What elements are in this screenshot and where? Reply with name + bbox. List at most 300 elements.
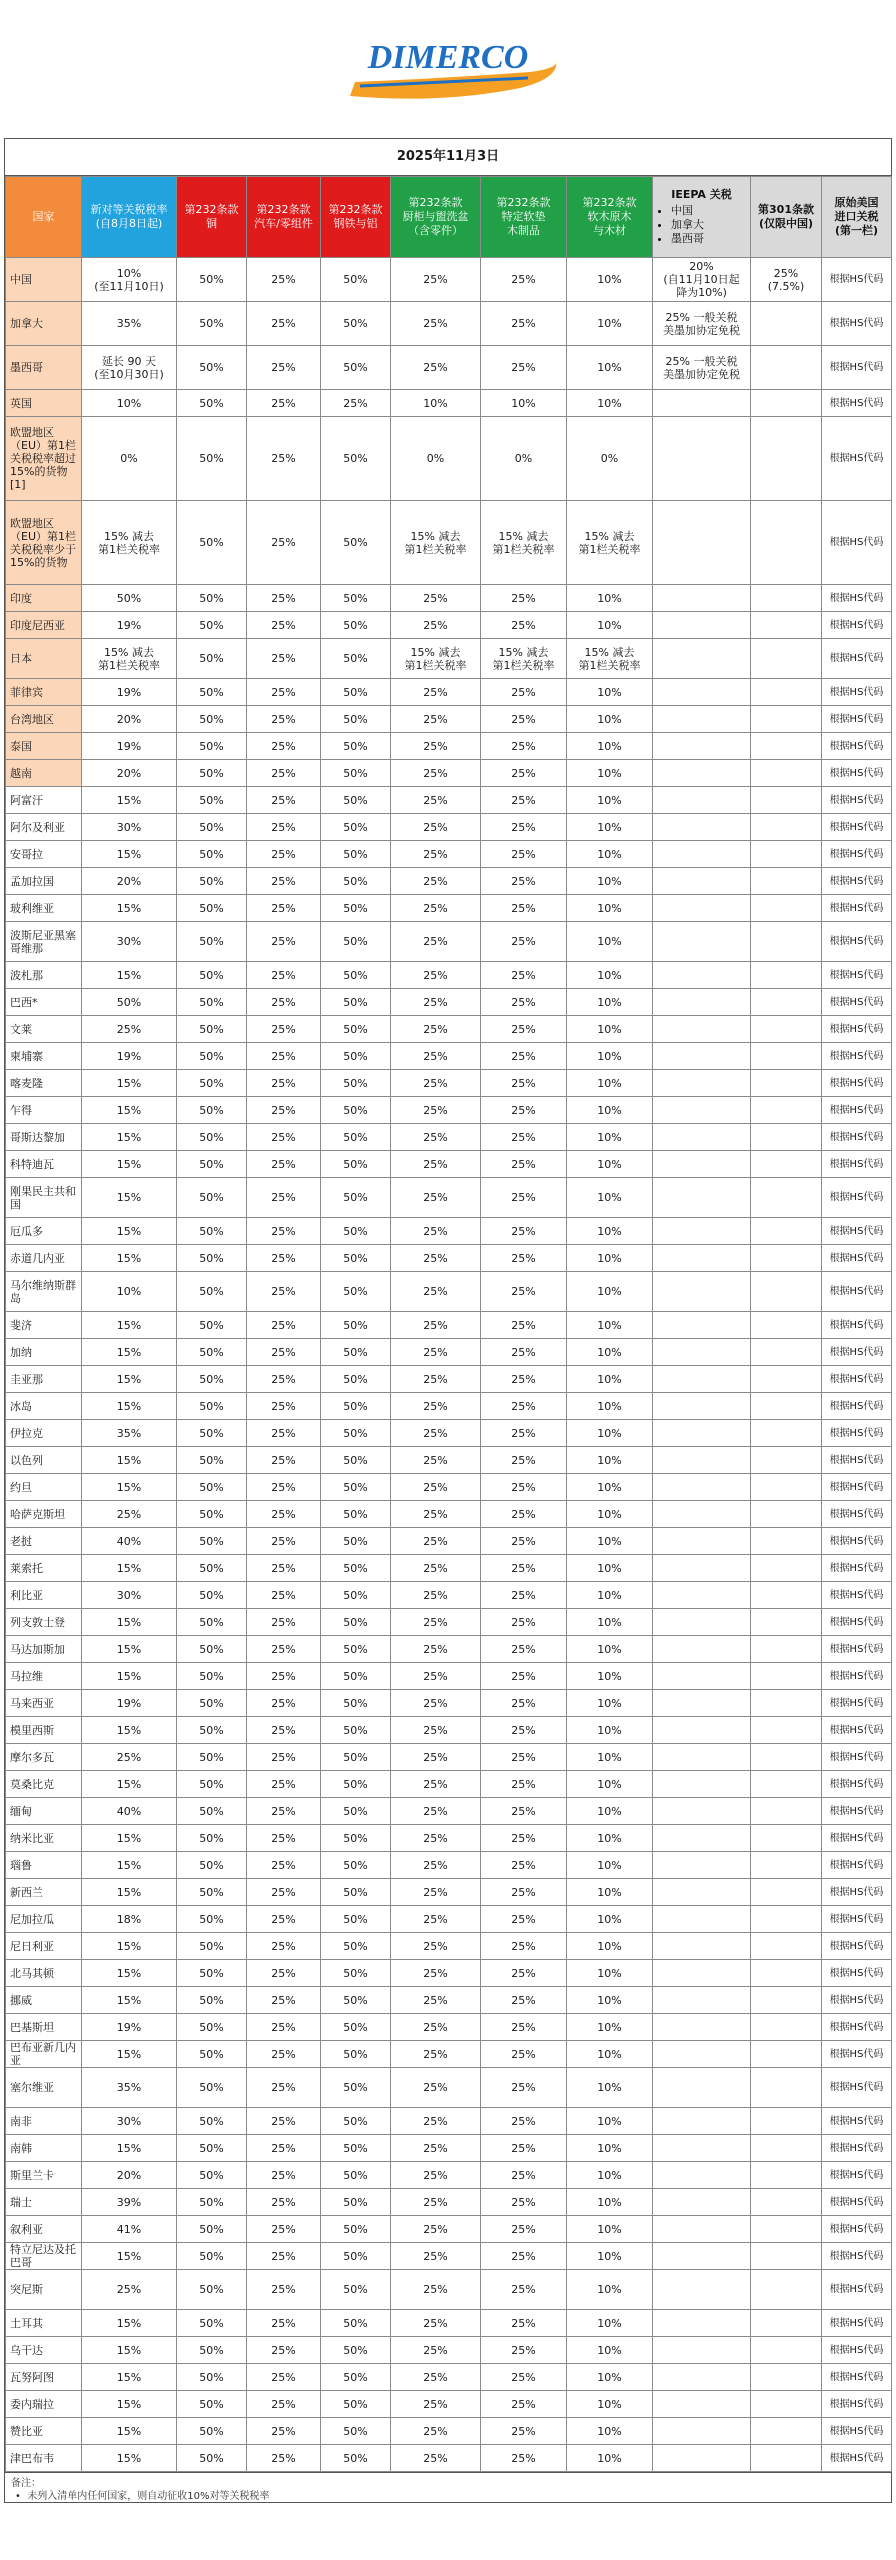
cell-232-steel: 50%	[321, 1798, 391, 1825]
cell-ieepa	[653, 1852, 751, 1879]
cell-232-auto: 25%	[247, 814, 321, 841]
cell-ieepa	[653, 868, 751, 895]
cell-232-cabinet: 25%	[391, 2270, 481, 2310]
cell-232-auto: 25%	[247, 302, 321, 346]
cell-ieepa	[653, 2445, 751, 2472]
cell-232-steel: 50%	[321, 2014, 391, 2041]
cell-232-upholstered: 25%	[481, 302, 567, 346]
cell-232-cabinet: 25%	[391, 868, 481, 895]
cell-reciprocal-rate: 15%	[82, 1960, 177, 1987]
cell-232-cabinet: 25%	[391, 1798, 481, 1825]
cell-232-lumber: 10%	[567, 733, 653, 760]
cell-232-copper: 50%	[177, 2337, 247, 2364]
cell-original-duty: 根据HS代码	[822, 787, 892, 814]
table-row	[6, 1501, 892, 1528]
header-reciprocal-rate: 新对等关税税率 (自8月8日起)	[82, 177, 177, 258]
cell-original-duty: 根据HS代码	[822, 1528, 892, 1555]
cell-section-301	[751, 2337, 822, 2364]
cell-section-301	[751, 1393, 822, 1420]
cell-country: 斐济	[6, 1312, 82, 1339]
cell-232-cabinet: 25%	[391, 1393, 481, 1420]
cell-232-lumber: 10%	[567, 989, 653, 1016]
cell-232-steel: 50%	[321, 1987, 391, 2014]
cell-section-301	[751, 1070, 822, 1097]
cell-original-duty: 根据HS代码	[822, 2310, 892, 2337]
cell-232-copper: 50%	[177, 2135, 247, 2162]
cell-section-301	[751, 1663, 822, 1690]
cell-reciprocal-rate: 19%	[82, 733, 177, 760]
cell-original-duty: 根据HS代码	[822, 1218, 892, 1245]
cell-232-upholstered: 25%	[481, 2445, 567, 2472]
cell-232-upholstered: 25%	[481, 1501, 567, 1528]
cell-232-copper: 50%	[177, 2108, 247, 2135]
cell-232-cabinet: 25%	[391, 2108, 481, 2135]
cell-232-lumber: 10%	[567, 2445, 653, 2472]
cell-232-auto: 25%	[247, 1636, 321, 1663]
cell-original-duty: 根据HS代码	[822, 258, 892, 302]
cell-ieepa	[653, 2068, 751, 2108]
cell-section-301	[751, 639, 822, 679]
cell-ieepa	[653, 787, 751, 814]
cell-232-cabinet: 25%	[391, 1178, 481, 1218]
table-row	[6, 1016, 892, 1043]
cell-232-upholstered: 25%	[481, 1339, 567, 1366]
cell-ieepa	[653, 1933, 751, 1960]
cell-232-upholstered: 25%	[481, 895, 567, 922]
table-row	[6, 1744, 892, 1771]
cell-ieepa	[653, 1879, 751, 1906]
cell-section-301	[751, 1690, 822, 1717]
cell-country: 巴布亚新几内亚	[6, 2041, 82, 2068]
cell-232-steel: 50%	[321, 1555, 391, 1582]
cell-232-cabinet: 25%	[391, 1474, 481, 1501]
cell-232-upholstered: 25%	[481, 814, 567, 841]
cell-ieepa	[653, 922, 751, 962]
cell-reciprocal-rate: 15%	[82, 1879, 177, 1906]
cell-232-lumber: 10%	[567, 1178, 653, 1218]
cell-232-copper: 50%	[177, 2014, 247, 2041]
cell-232-auto: 25%	[247, 1906, 321, 1933]
cell-232-steel: 50%	[321, 612, 391, 639]
table-row	[6, 989, 892, 1016]
cell-232-steel: 50%	[321, 868, 391, 895]
cell-original-duty: 根据HS代码	[822, 501, 892, 585]
cell-232-steel: 50%	[321, 1097, 391, 1124]
cell-232-steel: 50%	[321, 679, 391, 706]
cell-232-auto: 25%	[247, 1016, 321, 1043]
cell-232-cabinet: 25%	[391, 2068, 481, 2108]
cell-232-upholstered: 25%	[481, 1528, 567, 1555]
cell-country: 赞比亚	[6, 2418, 82, 2445]
cell-section-301	[751, 2364, 822, 2391]
cell-country: 阿富汗	[6, 787, 82, 814]
table-row	[6, 346, 892, 390]
notes-section	[5, 2472, 891, 2502]
table-row	[6, 2216, 892, 2243]
cell-original-duty: 根据HS代码	[822, 1420, 892, 1447]
table-row	[6, 1218, 892, 1245]
cell-232-cabinet: 25%	[391, 302, 481, 346]
cell-232-auto: 25%	[247, 2014, 321, 2041]
cell-country: 台湾地区	[6, 706, 82, 733]
cell-original-duty: 根据HS代码	[822, 1636, 892, 1663]
table-row	[6, 2364, 892, 2391]
cell-section-301	[751, 2041, 822, 2068]
cell-country: 突尼斯	[6, 2270, 82, 2310]
cell-232-cabinet: 25%	[391, 1852, 481, 1879]
header-232-cabinet: 第232条款 厨柜与盥洗盆 （含零件）	[391, 177, 481, 258]
cell-original-duty: 根据HS代码	[822, 895, 892, 922]
cell-section-301	[751, 1151, 822, 1178]
cell-reciprocal-rate: 15%	[82, 841, 177, 868]
cell-ieepa	[653, 501, 751, 585]
cell-232-upholstered: 25%	[481, 1717, 567, 1744]
cell-232-cabinet: 25%	[391, 2189, 481, 2216]
cell-country: 加拿大	[6, 302, 82, 346]
cell-section-301	[751, 989, 822, 1016]
dimerco-logo	[0, 38, 896, 108]
cell-232-auto: 25%	[247, 1070, 321, 1097]
table-row	[6, 760, 892, 787]
header-country: 国家	[6, 177, 82, 258]
cell-country: 厄瓜多	[6, 1218, 82, 1245]
cell-232-upholstered: 25%	[481, 1852, 567, 1879]
table-row	[6, 2337, 892, 2364]
cell-232-auto: 25%	[247, 612, 321, 639]
cell-232-copper: 50%	[177, 1016, 247, 1043]
header-232-upholstered: 第232条款 特定软垫 木制品	[481, 177, 567, 258]
cell-ieepa	[653, 1987, 751, 2014]
cell-reciprocal-rate: 20%	[82, 760, 177, 787]
table-row	[6, 1582, 892, 1609]
cell-reciprocal-rate: 15%	[82, 962, 177, 989]
tariff-table-frame	[4, 138, 892, 2503]
cell-232-upholstered: 25%	[481, 962, 567, 989]
cell-country: 菲律宾	[6, 679, 82, 706]
table-row	[6, 1960, 892, 1987]
cell-section-301	[751, 1555, 822, 1582]
table-row	[6, 2014, 892, 2041]
cell-country: 刚果民主共和国	[6, 1178, 82, 1218]
cell-section-301	[751, 1097, 822, 1124]
cell-232-cabinet: 25%	[391, 1420, 481, 1447]
cell-section-301	[751, 2108, 822, 2135]
cell-232-lumber: 10%	[567, 1016, 653, 1043]
cell-original-duty: 根据HS代码	[822, 1744, 892, 1771]
table-row	[6, 895, 892, 922]
cell-232-copper: 50%	[177, 1178, 247, 1218]
table-row	[6, 868, 892, 895]
cell-country: 玻利维亚	[6, 895, 82, 922]
cell-original-duty: 根据HS代码	[822, 1663, 892, 1690]
cell-section-301	[751, 787, 822, 814]
cell-232-steel: 50%	[321, 814, 391, 841]
cell-232-cabinet: 0%	[391, 417, 481, 501]
cell-232-lumber: 10%	[567, 585, 653, 612]
header-ieepa-title: IEEPA 关税	[671, 188, 732, 201]
cell-section-301	[751, 585, 822, 612]
cell-reciprocal-rate: 41%	[82, 2216, 177, 2243]
cell-232-lumber: 10%	[567, 679, 653, 706]
cell-country: 尼日利亚	[6, 1933, 82, 1960]
cell-232-upholstered: 25%	[481, 1178, 567, 1218]
header-ieepa	[653, 177, 751, 258]
cell-232-auto: 25%	[247, 1043, 321, 1070]
cell-country: 加纳	[6, 1339, 82, 1366]
cell-232-auto: 25%	[247, 1825, 321, 1852]
cell-232-cabinet: 25%	[391, 1609, 481, 1636]
cell-232-copper: 50%	[177, 962, 247, 989]
cell-reciprocal-rate: 18%	[82, 1906, 177, 1933]
cell-section-301	[751, 760, 822, 787]
cell-ieepa	[653, 585, 751, 612]
table-row	[6, 2135, 892, 2162]
cell-232-lumber: 10%	[567, 1501, 653, 1528]
cell-232-steel: 50%	[321, 1474, 391, 1501]
table-row	[6, 1555, 892, 1582]
cell-232-upholstered: 25%	[481, 346, 567, 390]
cell-232-cabinet: 25%	[391, 346, 481, 390]
cell-country: 中国	[6, 258, 82, 302]
cell-232-upholstered: 25%	[481, 1124, 567, 1151]
cell-reciprocal-rate: 35%	[82, 2068, 177, 2108]
cell-232-cabinet: 25%	[391, 2418, 481, 2445]
cell-232-copper: 50%	[177, 868, 247, 895]
cell-reciprocal-rate: 15%	[82, 1447, 177, 1474]
cell-section-301	[751, 841, 822, 868]
cell-232-copper: 50%	[177, 1097, 247, 1124]
cell-232-auto: 25%	[247, 989, 321, 1016]
cell-232-copper: 50%	[177, 639, 247, 679]
cell-reciprocal-rate: 15%	[82, 1178, 177, 1218]
header-232-auto: 第232条款 汽车/零组件	[247, 177, 321, 258]
cell-232-upholstered: 25%	[481, 1420, 567, 1447]
cell-section-301	[751, 2270, 822, 2310]
cell-country: 南非	[6, 2108, 82, 2135]
cell-ieepa	[653, 1474, 751, 1501]
cell-section-301	[751, 1272, 822, 1312]
cell-232-steel: 50%	[321, 639, 391, 679]
cell-original-duty: 根据HS代码	[822, 1609, 892, 1636]
cell-232-auto: 25%	[247, 1717, 321, 1744]
cell-reciprocal-rate: 30%	[82, 1582, 177, 1609]
cell-reciprocal-rate: 15%	[82, 1852, 177, 1879]
cell-ieepa	[653, 1771, 751, 1798]
cell-reciprocal-rate: 10%	[82, 1272, 177, 1312]
cell-country: 科特迪瓦	[6, 1151, 82, 1178]
cell-country: 乌干达	[6, 2337, 82, 2364]
cell-original-duty: 根据HS代码	[822, 2243, 892, 2270]
cell-232-copper: 50%	[177, 612, 247, 639]
cell-232-upholstered: 25%	[481, 1272, 567, 1312]
cell-232-copper: 50%	[177, 1987, 247, 2014]
cell-232-upholstered: 15% 减去 第1栏关税率	[481, 501, 567, 585]
cell-232-cabinet: 25%	[391, 1043, 481, 1070]
cell-original-duty: 根据HS代码	[822, 1987, 892, 2014]
cell-232-auto: 25%	[247, 1501, 321, 1528]
cell-232-cabinet: 25%	[391, 2337, 481, 2364]
cell-232-lumber: 10%	[567, 1339, 653, 1366]
header-original-duty: 原始美国 进口关税 (第一栏)	[822, 177, 892, 258]
cell-232-auto: 25%	[247, 1393, 321, 1420]
cell-original-duty: 根据HS代码	[822, 390, 892, 417]
cell-232-copper: 50%	[177, 1312, 247, 1339]
cell-232-steel: 50%	[321, 258, 391, 302]
cell-232-cabinet: 25%	[391, 1555, 481, 1582]
cell-reciprocal-rate: 19%	[82, 1690, 177, 1717]
cell-232-cabinet: 25%	[391, 1124, 481, 1151]
cell-232-upholstered: 25%	[481, 2243, 567, 2270]
cell-232-steel: 50%	[321, 1582, 391, 1609]
cell-section-301	[751, 962, 822, 989]
cell-original-duty: 根据HS代码	[822, 1582, 892, 1609]
cell-232-steel: 50%	[321, 706, 391, 733]
table-row	[6, 1393, 892, 1420]
cell-232-upholstered: 25%	[481, 1582, 567, 1609]
cell-section-301	[751, 1218, 822, 1245]
cell-232-copper: 50%	[177, 2270, 247, 2310]
cell-232-steel: 50%	[321, 585, 391, 612]
cell-original-duty: 根据HS代码	[822, 1906, 892, 1933]
cell-232-copper: 50%	[177, 1339, 247, 1366]
cell-232-auto: 25%	[247, 1798, 321, 1825]
table-row	[6, 1245, 892, 1272]
table-row	[6, 1528, 892, 1555]
ieepa-list-item: • 墨西哥	[671, 232, 748, 246]
cell-232-auto: 25%	[247, 1663, 321, 1690]
cell-original-duty: 根据HS代码	[822, 2216, 892, 2243]
cell-232-lumber: 10%	[567, 814, 653, 841]
cell-original-duty: 根据HS代码	[822, 868, 892, 895]
cell-232-auto: 25%	[247, 760, 321, 787]
header-ieepa-list	[655, 204, 748, 246]
cell-232-cabinet: 25%	[391, 258, 481, 302]
cell-232-cabinet: 25%	[391, 733, 481, 760]
cell-original-duty: 根据HS代码	[822, 1771, 892, 1798]
cell-232-auto: 25%	[247, 2418, 321, 2445]
cell-section-301	[751, 2014, 822, 2041]
cell-section-301	[751, 868, 822, 895]
cell-reciprocal-rate: 15%	[82, 895, 177, 922]
cell-232-steel: 50%	[321, 2068, 391, 2108]
cell-reciprocal-rate: 20%	[82, 2162, 177, 2189]
table-row	[6, 1987, 892, 2014]
cell-section-301	[751, 1987, 822, 2014]
cell-232-steel: 50%	[321, 2189, 391, 2216]
cell-country: 赤道几内亚	[6, 1245, 82, 1272]
cell-232-auto: 25%	[247, 1447, 321, 1474]
cell-reciprocal-rate: 15%	[82, 787, 177, 814]
cell-232-auto: 25%	[247, 841, 321, 868]
cell-country: 哈萨克斯坦	[6, 1501, 82, 1528]
cell-section-301	[751, 1906, 822, 1933]
table-row	[6, 1178, 892, 1218]
cell-reciprocal-rate: 15%	[82, 1393, 177, 1420]
cell-reciprocal-rate: 20%	[82, 868, 177, 895]
cell-232-lumber: 10%	[567, 1312, 653, 1339]
cell-original-duty: 根据HS代码	[822, 989, 892, 1016]
cell-232-cabinet: 25%	[391, 1771, 481, 1798]
cell-reciprocal-rate: 15% 减去 第1栏关税率	[82, 639, 177, 679]
cell-original-duty: 根据HS代码	[822, 1798, 892, 1825]
cell-country: 缅甸	[6, 1798, 82, 1825]
cell-original-duty: 根据HS代码	[822, 1933, 892, 1960]
cell-232-lumber: 10%	[567, 1663, 653, 1690]
table-row	[6, 612, 892, 639]
cell-reciprocal-rate: 15%	[82, 2418, 177, 2445]
table-row	[6, 1070, 892, 1097]
table-row	[6, 733, 892, 760]
cell-232-upholstered: 25%	[481, 1245, 567, 1272]
cell-232-steel: 50%	[321, 1906, 391, 1933]
table-body	[6, 258, 892, 2472]
cell-country: 乍得	[6, 1097, 82, 1124]
cell-232-auto: 25%	[247, 1879, 321, 1906]
cell-232-upholstered: 25%	[481, 612, 567, 639]
cell-country: 特立尼达及托巴哥	[6, 2243, 82, 2270]
cell-232-steel: 50%	[321, 1636, 391, 1663]
cell-reciprocal-rate: 25%	[82, 2270, 177, 2310]
cell-232-lumber: 10%	[567, 1690, 653, 1717]
table-row	[6, 1798, 892, 1825]
cell-country: 北马其顿	[6, 1960, 82, 1987]
cell-232-copper: 50%	[177, 2310, 247, 2337]
table-row	[6, 1852, 892, 1879]
cell-country: 印度尼西亚	[6, 612, 82, 639]
table-row	[6, 1690, 892, 1717]
cell-reciprocal-rate: 15%	[82, 2364, 177, 2391]
table-row	[6, 922, 892, 962]
cell-section-301	[751, 1960, 822, 1987]
cell-country: 伊拉克	[6, 1420, 82, 1447]
cell-232-lumber: 10%	[567, 2391, 653, 2418]
cell-country: 挪威	[6, 1987, 82, 2014]
cell-reciprocal-rate: 25%	[82, 1016, 177, 1043]
notes-item-text: 未列入清单内任何国家，则自动征收10%对等关税税率	[27, 2491, 270, 2502]
cell-232-auto: 25%	[247, 787, 321, 814]
cell-original-duty: 根据HS代码	[822, 841, 892, 868]
cell-232-lumber: 10%	[567, 2310, 653, 2337]
cell-ieepa	[653, 1151, 751, 1178]
cell-country: 马来西亚	[6, 1690, 82, 1717]
cell-ieepa	[653, 962, 751, 989]
table-row	[6, 639, 892, 679]
cell-232-cabinet: 25%	[391, 585, 481, 612]
cell-232-copper: 50%	[177, 1420, 247, 1447]
cell-232-upholstered: 25%	[481, 1987, 567, 2014]
cell-232-steel: 50%	[321, 1933, 391, 1960]
cell-section-301	[751, 1636, 822, 1663]
cell-232-steel: 50%	[321, 1879, 391, 1906]
cell-232-lumber: 10%	[567, 1933, 653, 1960]
cell-ieepa	[653, 2418, 751, 2445]
cell-232-lumber: 10%	[567, 868, 653, 895]
cell-232-steel: 50%	[321, 1016, 391, 1043]
cell-232-upholstered: 25%	[481, 2310, 567, 2337]
cell-country: 莱索托	[6, 1555, 82, 1582]
ieepa-list-item: • 加拿大	[671, 218, 748, 232]
cell-232-upholstered: 25%	[481, 1636, 567, 1663]
cell-232-upholstered: 25%	[481, 679, 567, 706]
cell-232-copper: 50%	[177, 2364, 247, 2391]
cell-232-lumber: 10%	[567, 1717, 653, 1744]
cell-country: 叙利亚	[6, 2216, 82, 2243]
cell-232-steel: 50%	[321, 1528, 391, 1555]
cell-232-auto: 25%	[247, 1528, 321, 1555]
cell-ieepa	[653, 1447, 751, 1474]
cell-232-upholstered: 25%	[481, 922, 567, 962]
cell-ieepa: 25% 一般关税 美墨加协定免税	[653, 346, 751, 390]
